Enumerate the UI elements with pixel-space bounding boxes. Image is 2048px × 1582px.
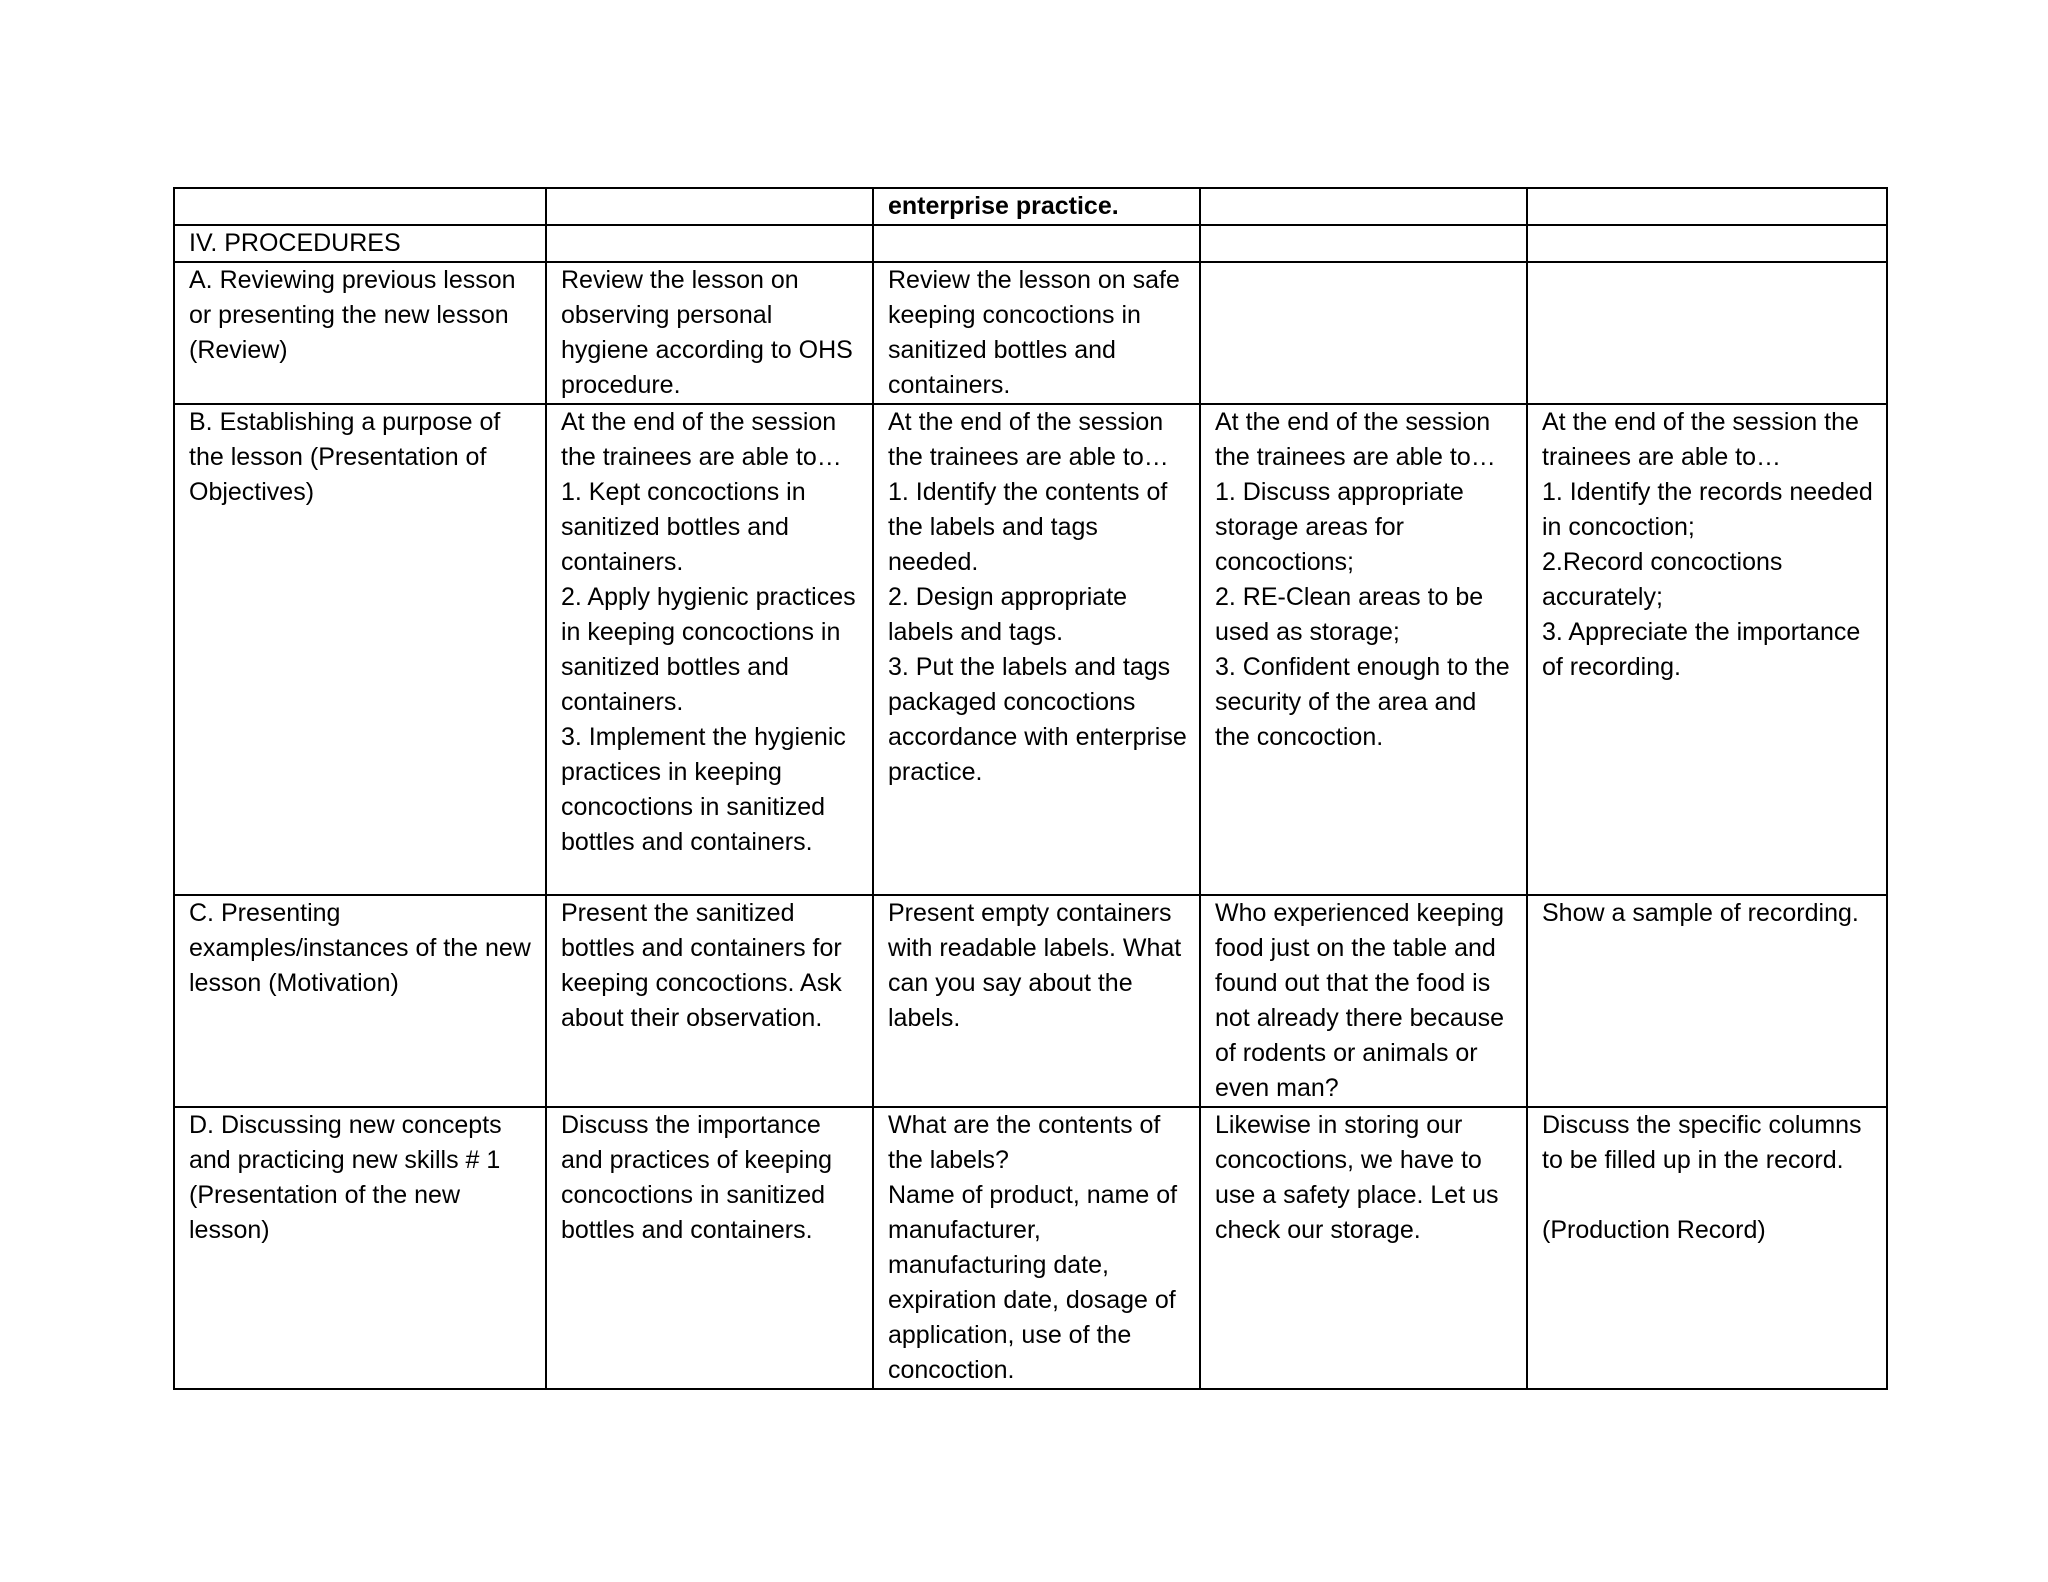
cell-day-1: At the end of the session the trainees are able to… 1. Kept concoctions in sanitized bottles and containers. 2. Apply hygienic practices in keeping concoctions in sanitized bottles and containers. 3. Implement the hygienic practices in keeping concoctions in sanitized bottles and containers. <box>546 404 873 895</box>
cell-day-2: What are the contents of the labels? Name of product, name of manufacturer, manufacturing date, expiration date, dosage of application, use of the concoction. <box>873 1107 1200 1389</box>
table-row-continuation <box>174 188 1887 225</box>
cell-day-1: Review the lesson on observing personal hygiene according to OHS procedure. <box>546 262 873 404</box>
cell-day-1 <box>546 225 873 262</box>
cell-day-4: At the end of the session the trainees are able to… 1. Identify the records needed in concoction; 2.Record concoctions accurately; 3. Appreciate the importance of recording. <box>1527 404 1887 895</box>
cell-day-2: Review the lesson on safe keeping concoctions in sanitized bottles and containers. <box>873 262 1200 404</box>
cell-day-3 <box>1200 188 1527 225</box>
cell-day-4 <box>1527 188 1887 225</box>
cell-day-2 <box>873 225 1200 262</box>
cell-label: A. Reviewing previous lesson or presenting the new lesson (Review) <box>174 262 546 404</box>
cell-day-4 <box>1527 262 1887 404</box>
cell-day-4 <box>1527 225 1887 262</box>
cell-day-3: Likewise in storing our concoctions, we have to use a safety place. Let us check our storage. <box>1200 1107 1527 1389</box>
cell-day-3 <box>1200 225 1527 262</box>
cell-day-4: Show a sample of recording. <box>1527 895 1887 1107</box>
cell-day-2: Present empty containers with readable labels. What can you say about the labels. <box>873 895 1200 1107</box>
cell-label: C. Presenting examples/instances of the new lesson (Motivation) <box>174 895 546 1107</box>
cell-label: B. Establishing a purpose of the lesson (Presentation of Objectives) <box>174 404 546 895</box>
cell-day-3 <box>1200 262 1527 404</box>
lesson-plan-table <box>173 187 1888 1390</box>
cell-label: D. Discussing new concepts and practicing new skills # 1 (Presentation of the new lesson) <box>174 1107 546 1389</box>
cell-label: IV. PROCEDURES <box>174 225 546 262</box>
cell-day-4: Discuss the specific columns to be filled up in the record. (Production Record) <box>1527 1107 1887 1389</box>
cell-day-1: Present the sanitized bottles and containers for keeping concoctions. Ask about their observation. <box>546 895 873 1107</box>
cell-day-1: Discuss the importance and practices of keeping concoctions in sanitized bottles and containers. <box>546 1107 873 1389</box>
cell-label <box>174 188 546 225</box>
cell-day-1 <box>546 188 873 225</box>
cell-day-2: enterprise practice. <box>873 188 1200 225</box>
table-row-review <box>174 262 1887 404</box>
table-row-presentation <box>174 1107 1887 1389</box>
cell-day-2: At the end of the session the trainees are able to… 1. Identify the contents of the labels and tags needed. 2. Design appropriate labels and tags. 3. Put the labels and tags packaged concoctions accordance with enterprise practice. <box>873 404 1200 895</box>
table-row-motivation <box>174 895 1887 1107</box>
table-row-procedures-heading <box>174 225 1887 262</box>
cell-day-3: At the end of the session the trainees are able to… 1. Discuss appropriate storage areas for concoctions; 2. RE-Clean areas to be used as storage; 3. Confident enough to the security of the area and the concoction. <box>1200 404 1527 895</box>
cell-day-3: Who experienced keeping food just on the table and found out that the food is not already there because of rodents or animals or even man? <box>1200 895 1527 1107</box>
table-row-objectives <box>174 404 1887 895</box>
